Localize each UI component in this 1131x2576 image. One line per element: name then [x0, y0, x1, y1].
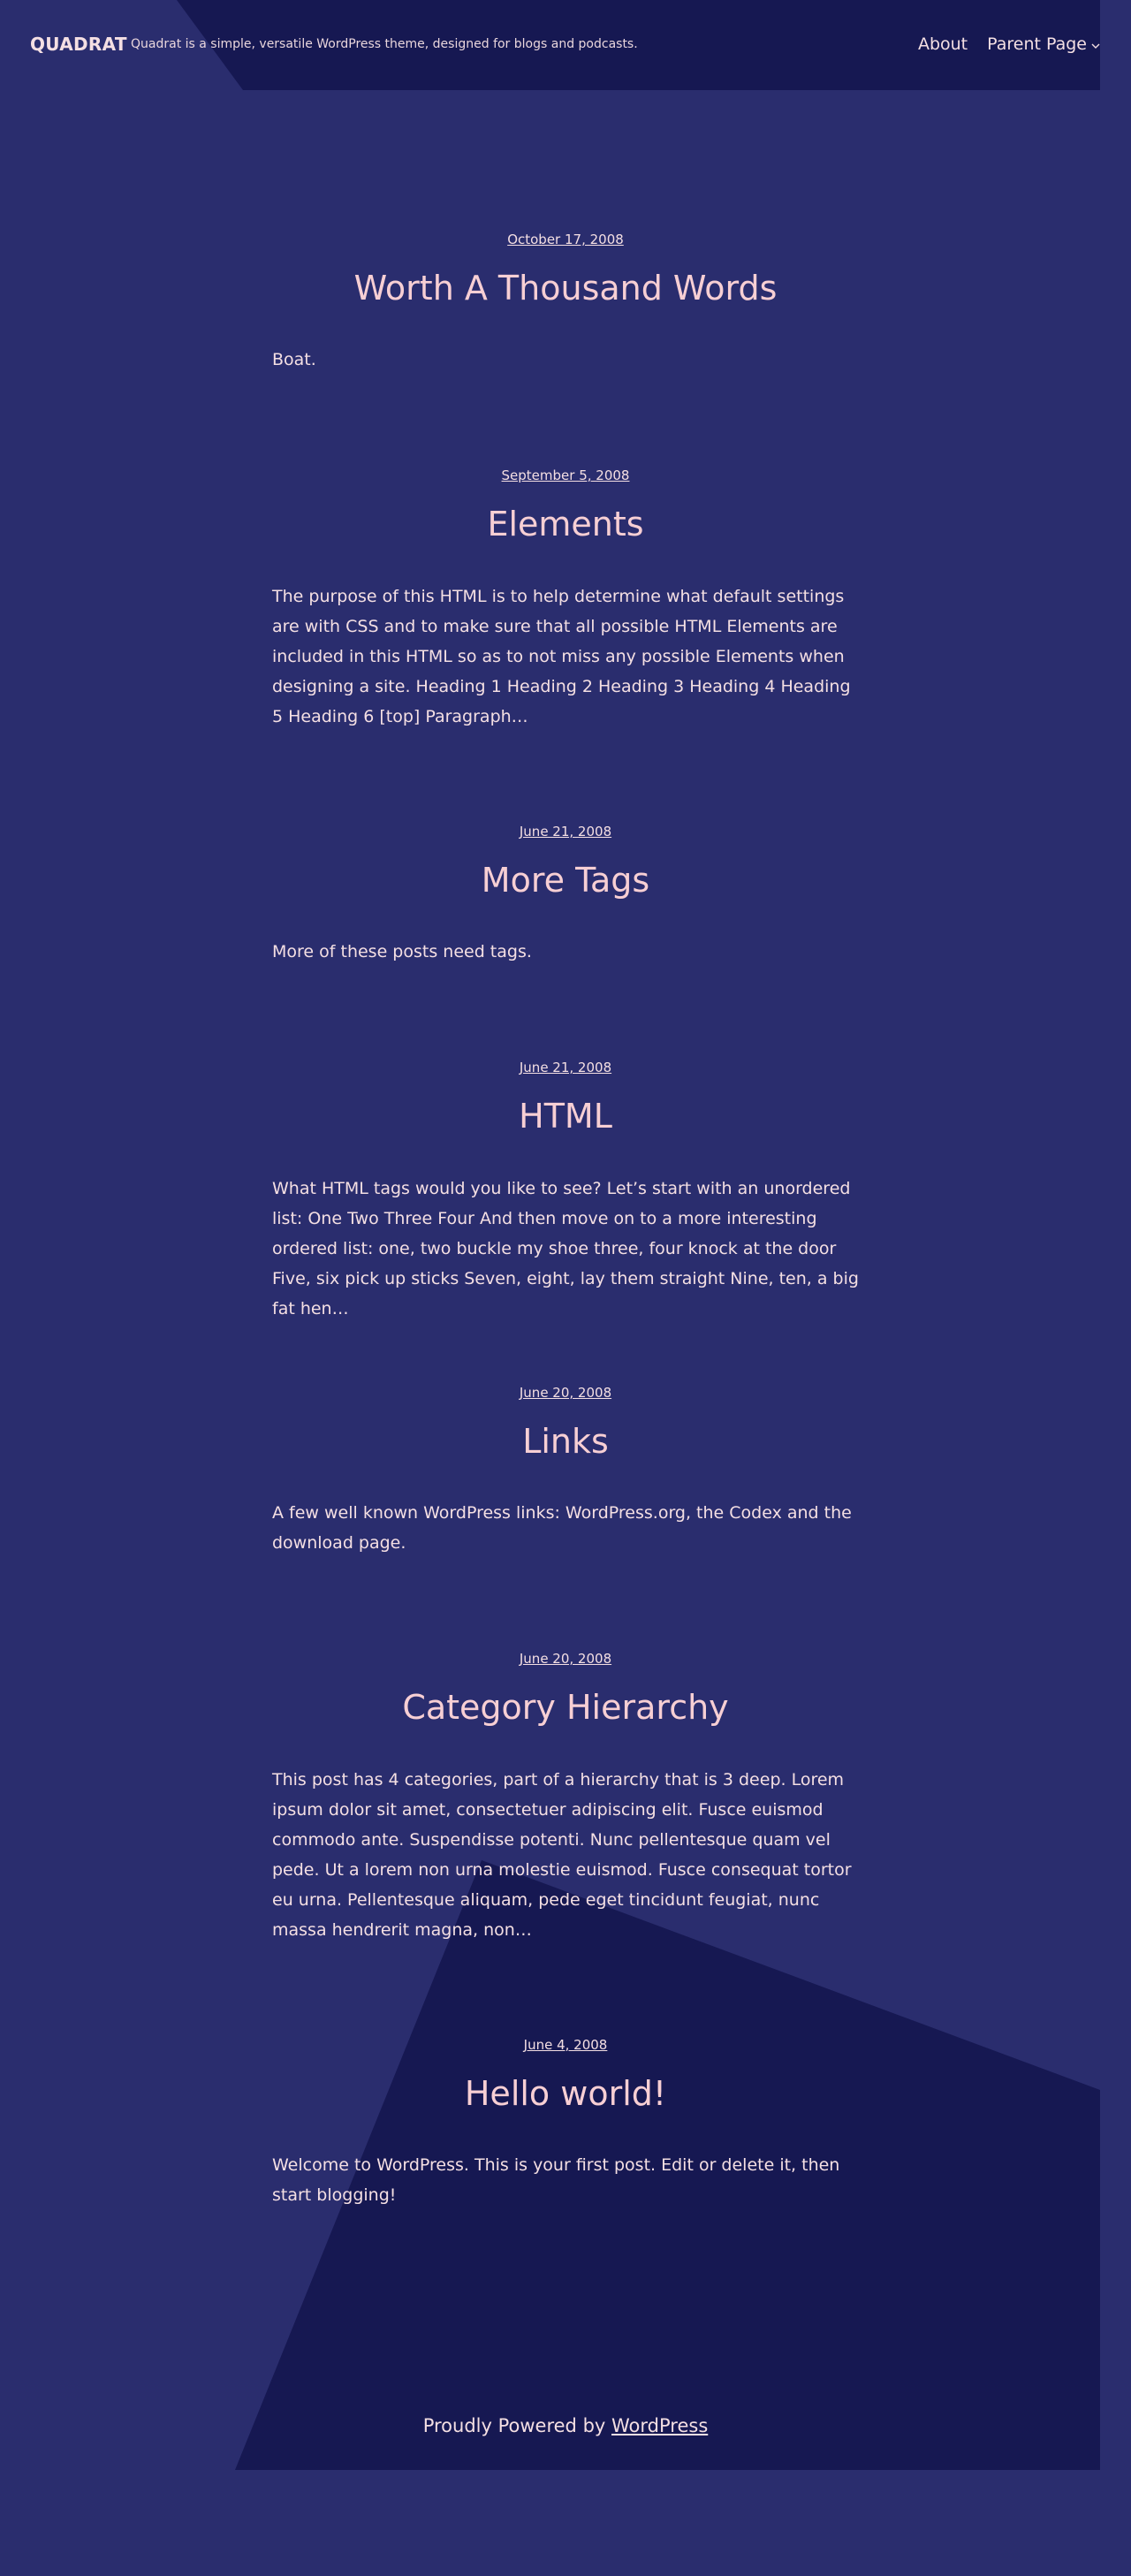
post-date[interactable]: June 20, 2008 — [519, 1385, 612, 1401]
post-excerpt: More of these posts need tags. — [272, 942, 532, 961]
post-date[interactable]: September 5, 2008 — [501, 467, 630, 483]
post-title[interactable]: More Tags — [481, 861, 650, 900]
nav-item-about[interactable]: About — [917, 34, 968, 54]
post-date[interactable]: October 17, 2008 — [507, 232, 624, 247]
footer-wordpress-link[interactable]: WordPress — [611, 2415, 709, 2436]
post-title[interactable]: Elements — [487, 505, 644, 543]
post-date[interactable]: June 21, 2008 — [519, 1060, 612, 1075]
nav-item-parent-page[interactable] — [987, 33, 1101, 56]
site-header — [0, 0, 1131, 90]
footer-text: Proudly Powered by — [422, 2415, 606, 2436]
post-excerpt: What HTML tags would you like to see? Let’s start with an unordered list: One Two Three Four And then move on to a more interesting ordered list: one, two buckle my shoe three, four knock at the door Five, six pick up sticks Seven, eight, lay them straight Nine, ten, a big fat hen… — [272, 1179, 859, 1318]
post-title[interactable]: Hello world! — [464, 2074, 667, 2113]
post-title[interactable]: Worth A Thousand Words — [353, 269, 778, 308]
post-excerpt: This post has 4 categories, part of a hierarchy that is 3 deep. Lorem ipsum dolor sit amet, consectetuer adipiscing elit. Fusce euismod commodo ante. Suspendisse potenti. Nunc pellentesque quam vel pede. Ut a lorem non urna molestie euismod. Fusce consequat tortor eu urna. Pellentesque aliquam, pede eget tincidunt feugiat, nunc massa hendrerit magna, non… — [272, 1770, 852, 1940]
site — [0, 0, 1131, 90]
post-title[interactable]: Links — [522, 1422, 609, 1461]
post-date[interactable]: June 20, 2008 — [519, 1651, 612, 1667]
site-tagline: Quadrat is a simple, versatile WordPress theme, designed for blogs and podcasts. — [131, 37, 638, 51]
post-title[interactable]: Category Hierarchy — [402, 1688, 729, 1727]
post-excerpt: Boat. — [272, 350, 316, 369]
post-title[interactable]: HTML — [519, 1097, 612, 1136]
post-date[interactable]: June 21, 2008 — [519, 824, 612, 840]
nav-item-parent-page-label[interactable]: Parent Page — [987, 34, 1087, 54]
post-excerpt: The purpose of this HTML is to help determine what default settings are with CSS and to make sure that all possible HTML Elements are included in this HTML so as to not miss any possible Elements when designing a site. Heading 1 Heading 2 Heading 3 Heading 4 Heading 5 Heading 6 [top] Paragraph… — [272, 587, 851, 726]
primary-nav — [918, 33, 1101, 56]
post-excerpt: A few well known WordPress links: WordPress.org, the Codex and the download page. — [272, 1503, 852, 1553]
chevron-down-icon[interactable] — [1090, 42, 1101, 50]
site-footer — [0, 2413, 1131, 2438]
post-date[interactable]: June 4, 2008 — [523, 2037, 608, 2053]
site-title[interactable]: QUADRAT — [30, 34, 127, 55]
post-excerpt: Welcome to WordPress. This is your first post. Edit or delete it, then start blogging! — [272, 2155, 840, 2205]
